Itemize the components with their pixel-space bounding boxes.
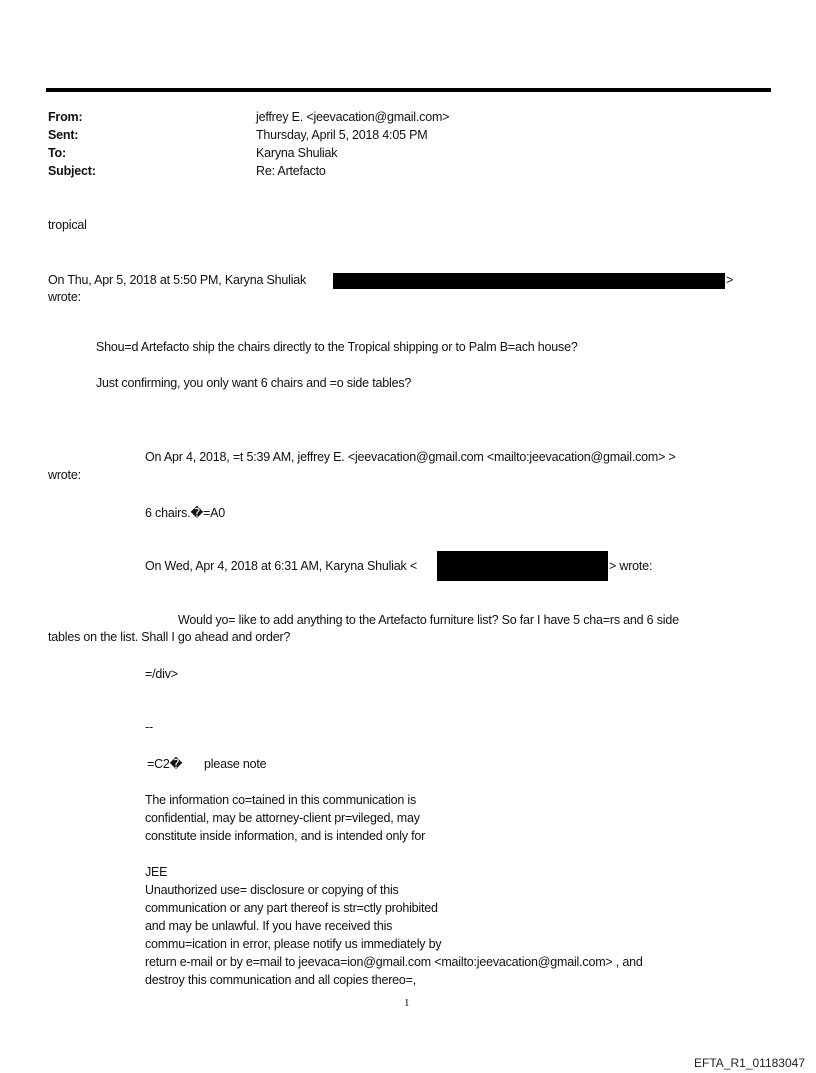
disclaimer-line: destroy this communication and all copies thereo=, <box>145 973 417 987</box>
disclaimer-line: communication or any part thereof is str=ctly prohibited <box>145 901 438 915</box>
disclaimer-line: JEE <box>145 865 168 879</box>
header-rule <box>46 88 771 92</box>
page-number: 1 <box>404 997 410 1009</box>
quote2-wrote: wrote: <box>48 468 81 482</box>
to-label: To: <box>48 146 66 160</box>
subject-label: Subject: <box>48 164 96 178</box>
quote3-line1: Would yo= like to add anything to the Artefacto furniture list? So far I have 5 cha=rs and 6 side <box>178 613 679 627</box>
document-id: EFTA_R1_01183047 <box>694 1056 805 1070</box>
to-value: Karyna Shuliak <box>256 146 338 160</box>
quote1-wrote: wrote: <box>48 290 81 304</box>
sent-label: Sent: <box>48 128 79 142</box>
disclaimer-line: Unauthorized use= disclosure or copying of this <box>145 883 399 897</box>
quote3-header: On Wed, Apr 4, 2018 at 6:31 AM, Karyna Shuliak < <box>145 559 417 573</box>
quote1-header: On Thu, Apr 5, 2018 at 5:50 PM, Karyna Shuliak <box>48 273 307 287</box>
redaction-box <box>333 273 725 289</box>
quote1-header-end: > <box>726 273 734 287</box>
quote3-line2: tables on the list. Shall I go ahead and order? <box>48 630 291 644</box>
quote3-wrote: > wrote: <box>609 559 653 573</box>
sent-value: Thursday, April 5, 2018 4:05 PM <box>256 128 428 142</box>
quote2-line1: 6 chairs.�=A0 <box>145 506 226 520</box>
signature-c2: =C2� <box>147 757 183 771</box>
signature-dashes: -- <box>145 720 153 734</box>
subject-value: Re: Artefacto <box>256 164 326 178</box>
redaction-box <box>437 551 608 581</box>
disclaimer-line: return e-mail or by e=mail to jeevaca=ion@gmail.com <mailto:jeevacation@gmail.com> , and <box>145 955 643 969</box>
from-label: From: <box>48 110 83 124</box>
disclaimer-line: constitute inside information, and is intended only for <box>145 829 426 843</box>
disclaimer-line: and may be unlawful. If you have received this <box>145 919 393 933</box>
disclaimer-line: The information co=tained in this communication is <box>145 793 417 807</box>
quote1-line1: Shou=d Artefacto ship the chairs directly to the Tropical shipping or to Palm B=ach house? <box>96 340 578 354</box>
signature-note: please note <box>204 757 267 771</box>
quote1-line2: Just confirming, you only want 6 chairs and =o side tables? <box>96 376 412 390</box>
div-close-text: =/div> <box>145 667 178 681</box>
reply-text: tropical <box>48 218 87 232</box>
quote2-header: On Apr 4, 2018, =t 5:39 AM, jeffrey E. <jeevacation@gmail.com <mailto:jeevacation@gmail.com> > <box>145 450 676 464</box>
disclaimer-line: confidential, may be attorney-client pr=vileged, may <box>145 811 420 825</box>
from-value: jeffrey E. <jeevacation@gmail.com> <box>256 110 450 124</box>
disclaimer-line: commu=ication in error, please notify us immediately by <box>145 937 442 951</box>
